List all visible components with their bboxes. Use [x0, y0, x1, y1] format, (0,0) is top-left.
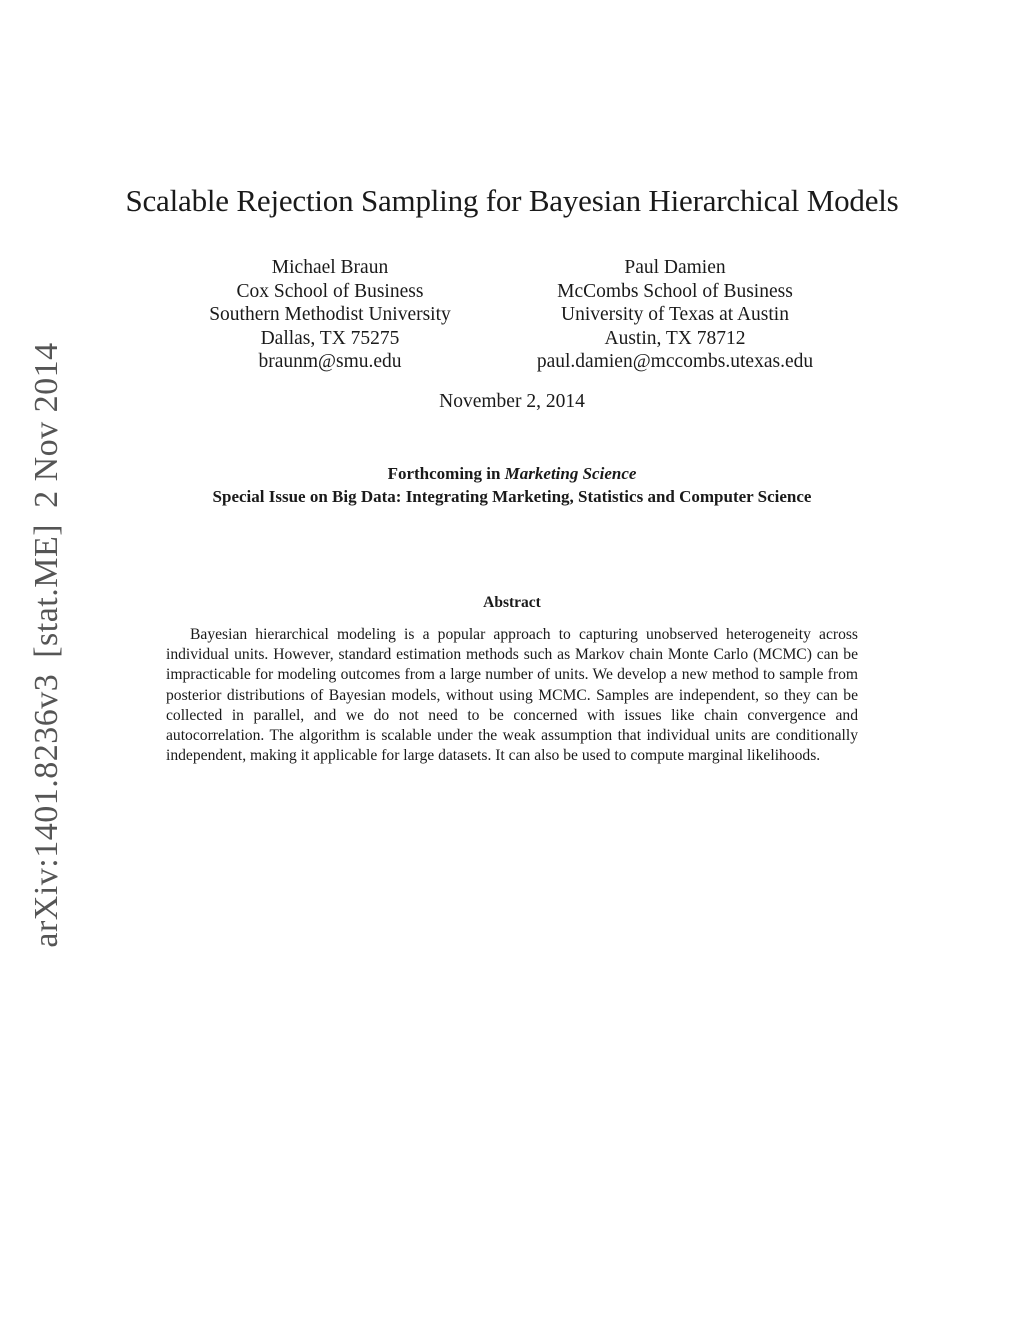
forthcoming-note [0, 462, 1024, 508]
abstract-heading: Abstract [483, 594, 541, 611]
author-email: paul.damien@mccombs.utexas.edu [536, 351, 814, 372]
arxiv-identifier: arXiv:1401.8236v3 [28, 673, 65, 948]
author-location: Austin, TX 78712 [604, 327, 746, 349]
paper-date: November 2, 2014 [439, 391, 585, 412]
arxiv-date: 2 Nov 2014 [28, 342, 65, 508]
author-university: University of Texas at Austin [561, 304, 789, 325]
special-issue: Special Issue on Big Data: Integrating Marketing, Statistics and Computer Science [212, 487, 812, 506]
author-name: Michael Braun [271, 257, 389, 278]
arxiv-stamp [28, 334, 66, 955]
author-email: braunm@smu.edu [258, 351, 402, 372]
author-university: Southern Methodist University [209, 304, 451, 325]
author-name: Paul Damien [624, 257, 726, 278]
author-location: Dallas, TX 75275 [260, 327, 400, 349]
author-school: McCombs School of Business [557, 280, 793, 302]
author-block-braun [180, 256, 480, 374]
author-school: Cox School of Business [236, 280, 424, 302]
journal-name: Marketing Science [504, 464, 637, 483]
forthcoming-line [0, 462, 1024, 485]
author-block-damien [509, 256, 841, 374]
arxiv-category: [stat.ME] [28, 523, 65, 658]
paper-title: Scalable Rejection Sampling for Bayesian Hierarchical Models [125, 183, 899, 218]
forthcoming-prefix: Forthcoming in [387, 464, 501, 483]
abstract-text: Bayesian hierarchical modeling is a popular approach to capturing unobserved heterogeneity across individual units. However, standard estimation methods such as Markov chain Monte Carlo (MCMC) can be impracticable for modeling outcomes from a large number of units. We develop a new method to sample from posterior distributions of Bayesian models, without using MCMC. Samples are independent, so they can be collected in parallel, and we do not need to be concerned with issues like chain convergence and autocorrelation. The algorithm is scalable under the weak assumption that individual units are conditionally independent, making it applicable for large datasets. It can also be used to compute marginal likelihoods. [166, 626, 858, 765]
